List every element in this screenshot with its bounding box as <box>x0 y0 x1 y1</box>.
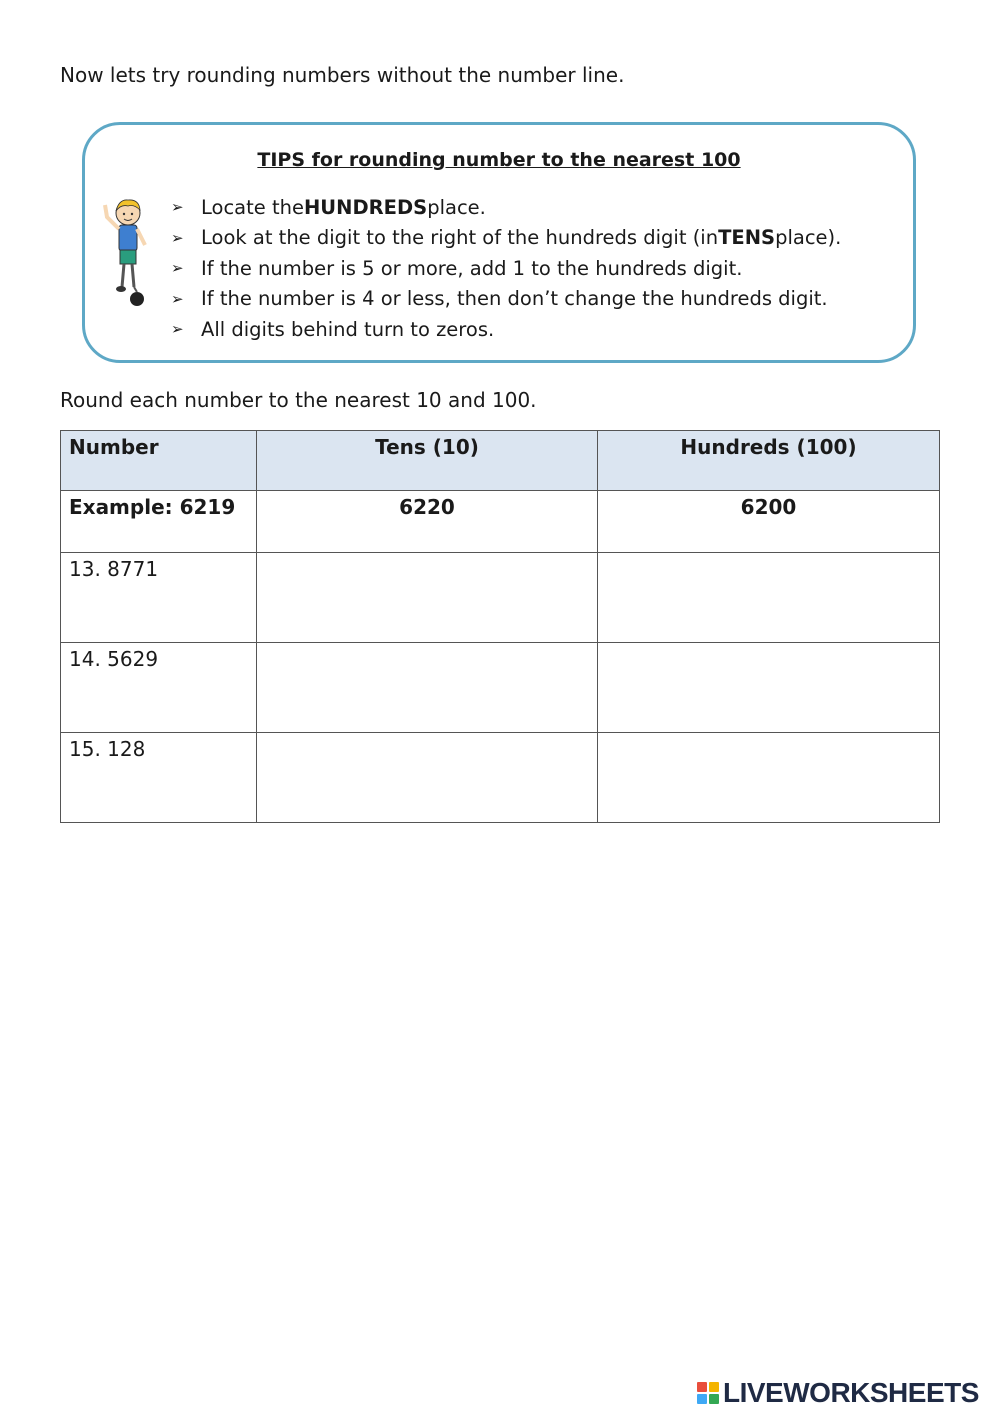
instructions-text: Round each number to the nearest 10 and 100. <box>60 388 537 412</box>
arrow-bullet-icon: ➢ <box>171 289 184 308</box>
tip-item: ➢ If the number is 4 or less, then don’t change the hundreds digit. <box>171 287 828 311</box>
hundreds-answer-cell[interactable] <box>598 643 940 733</box>
intro-text: Now lets try rounding numbers without the number line. <box>60 63 625 87</box>
question-number: 14. 5629 <box>61 643 257 733</box>
hundreds-answer-cell[interactable] <box>598 553 940 643</box>
table-row <box>61 643 940 733</box>
example-number: Example: 6219 <box>61 491 257 553</box>
brand-name: LIVEWORKSHEETS <box>723 1377 979 1408</box>
example-row <box>61 491 940 553</box>
tens-answer-cell[interactable] <box>257 643 598 733</box>
tips-list <box>171 192 841 345</box>
tip-item: ➢ Look at the digit to the right of the hundreds digit (in TENS place). <box>171 226 842 250</box>
tens-answer-cell[interactable] <box>257 733 598 823</box>
header-hundreds: Hundreds (100) <box>598 431 940 491</box>
table-row <box>61 553 940 643</box>
hundreds-answer-cell[interactable] <box>598 733 940 823</box>
question-number: 13. 8771 <box>61 553 257 643</box>
tips-box <box>82 122 916 363</box>
rounding-table <box>60 430 940 823</box>
arrow-bullet-icon: ➢ <box>171 259 184 278</box>
example-tens: 6220 <box>257 491 598 553</box>
tip-item: ➢ If the number is 5 or more, add 1 to the hundreds digit. <box>171 256 743 280</box>
logo-blocks-icon <box>697 1382 719 1404</box>
tip-item: ➢ Locate the HUNDREDS place. <box>171 195 486 219</box>
liveworksheets-logo <box>697 1377 979 1409</box>
boy-illustration <box>101 195 155 315</box>
tens-answer-cell[interactable] <box>257 553 598 643</box>
tip-item: ➢ All digits behind turn to zeros. <box>171 317 495 341</box>
arrow-bullet-icon: ➢ <box>171 320 184 339</box>
header-number: Number <box>61 431 257 491</box>
header-tens: Tens (10) <box>257 431 598 491</box>
table-header-row <box>61 431 940 491</box>
arrow-bullet-icon: ➢ <box>171 228 184 247</box>
tips-title: TIPS for rounding number to the nearest 100 <box>257 149 741 171</box>
arrow-bullet-icon: ➢ <box>171 198 184 217</box>
example-hundreds: 6200 <box>598 491 940 553</box>
question-number: 15. 128 <box>61 733 257 823</box>
table-row <box>61 733 940 823</box>
